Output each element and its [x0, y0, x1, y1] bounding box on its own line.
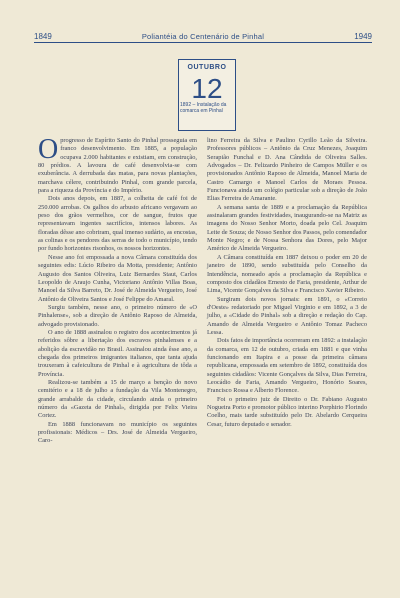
paragraph: Surgiram dois novos jornais: em 1891, o «Correio d'Oeste» redatoriado por Miguel Virginio e em 1892, a 3 de julho, a «Cidade do Pinhal» sob a direção e redação do Cap. Amando de Almeida Vergueiro e Antônio Tomaz Pacheco Lessa. — [207, 295, 367, 336]
header-title: Poliantéia do Centenário de Pinhal — [141, 32, 265, 41]
paragraph: Realizou-se também a 15 de março a benção do novo cemitério e a 18 de julho a fundação da Vila Montenegro, grande arrabalde da cidade, circulando ainda o primeiro número da «Gazeta de Pinhal», dirigida por Felix Vieira Cortez. — [38, 378, 197, 420]
calendar-event: 1892 – Instalação da comarca em Pinhal — [180, 102, 227, 114]
paragraph: Dois fatos de importância ocorreram em 1892: a instalação da comarca, em 12 de outubro, criada em 1881 e que vinha funcionando em Itapira e a posse da primeira câmara republicana, empossada em setembro de 1892, constituída dos seguintes cidadãos: Vicente Gonçalves da Silva, Dias Ferreira, Leocádio de Faria, Amando Vergueiro, Honório Soares, Francisco Rossa e Alberto Florence. — [207, 337, 367, 395]
header-year-left: 1849 — [34, 32, 52, 41]
paragraph: Oprogresso de Espírito Santo do Pinhal prosseguia em franco desenvolvimento. Em 1885, a população ocupava 2.000 habitantes e existiam, em construção, 80 prédios. A lavoura de café desenvolvia-se com exuberância. A derrubada das matas, para novas plantações, marchava célere, contribuindo Pinhal, com grande parcela, para a riqueza da Província e do Império. — [38, 134, 197, 195]
page-header — [34, 25, 372, 41]
paragraph: Em 1888 funcionavam no município os seguintes profissionais: Médicos – Drs. José de Almeida Vergueiro, Caro- — [38, 420, 197, 445]
right-column — [207, 137, 367, 429]
paragraph: Nesse ano foi empossada a nova Câmara constituída dos seguintes edis: Lúcio Ribeiro da Motta, presidente; Antônio Augusto dos Santos Oliveira, Luiz Bernardes Staut, Carlos Leopoldo de Araujo Cunha, Victoriano Antônio Villas Boas, Manoel da Silva Barreto, Dr. José de Almeida Vergueiro, José Antônio de Oliveira Santos e José Felippe do Amaral. — [38, 253, 197, 303]
header-year-right: 1949 — [354, 32, 372, 41]
paragraph: lino Ferreira da Silva e Paulino Cyrillo Leão da Silveira. Professores públicos – Antônio da Cruz Menezes, Joaquim Serapião Funchal e D. Ana Cândida de Oliveira Salles. Advogados – Dr. Felizardo Pinheiro de Campos Müller e os provisionados Antônio Raposo de Almeida, Manoel Maria de Castro Camargo e Manoel Carlos de Moraes Pessoa. Funcionava ainda um colégio particular sob a direção de João Elias Ferreira de Amarante. — [207, 137, 367, 203]
paragraph: A Câmara constituída em 1887 deixou o poder em 20 de janeiro de 1890, sendo substituída pelo Conselho da Intendência, nomeado após a proclamação da República e composto dos cidadãos Ernesto de Faria, presidente, Arthur de Lima, Vicente Gonçalves da Silva e Francisco Xavier Ribeiro. — [207, 253, 367, 295]
left-column — [38, 134, 197, 446]
calendar-month: OUTUBRO — [187, 64, 227, 71]
calendar-day: 12 — [191, 73, 223, 104]
calendar-box — [178, 59, 236, 131]
header-rule — [34, 42, 372, 43]
drop-cap: O — [38, 134, 59, 165]
paragraph: Foi o primeiro juiz de Direito o Dr. Fabiano Augusto Nogueira Porto e promotor público interino Porphirio Florindo Coelho, mais tarde substituído pelo Dr. Abelardo Cerqueira Cesar, futuro deputado e senador. — [207, 395, 367, 428]
paragraph: Surgiu também, nesse ano, o primeiro número de «O Pinhalense», sob a direção de Antônio Raposo de Almeida, advogado provisionado. — [38, 303, 197, 328]
paragraph: O ano de 1888 assinalou o registro dos acontecimentos já referidos sôbre a libertação dos escravos pinhalenses e a abolição da escravidão no Brasil. Assinalou ainda êsse ano, a chegada dos primeiros imigrantes italianos, que tanta ajuda trouxeram à cafeicultura de Pinhal e à agricultura de tôda a Província. — [38, 328, 197, 378]
paragraph: Dois anos depois, em 1887, a colheita de café foi de 250.000 arrobas. Os galhos do arbusto africano vergavam ao peso dos grãos vermelhos, cor de sangue, frutos que representavam ingentes sacrifícios, intensos labores. As floradas dêsse ano cobriram, qual imenso sudário, as encostas, as colinas e os pendores das serras de todo o município, tendo por fundo horizontes risonhos, os nossos horizontes. — [38, 195, 197, 253]
paragraph: A semana santa de 1889 e a proclamação da República assinalaram grandes festividades, inaugurando-se na Matriz as imagens do Nosso Senhor Morto, doada pelo Cel. Joaquim Leite de Souza; de Nosso Senhor dos Passos, pelo comendador Monte Negro; e de Nossa Senhora das Dores, pelo Major Américo de Almeida Vergueiro. — [207, 203, 367, 253]
